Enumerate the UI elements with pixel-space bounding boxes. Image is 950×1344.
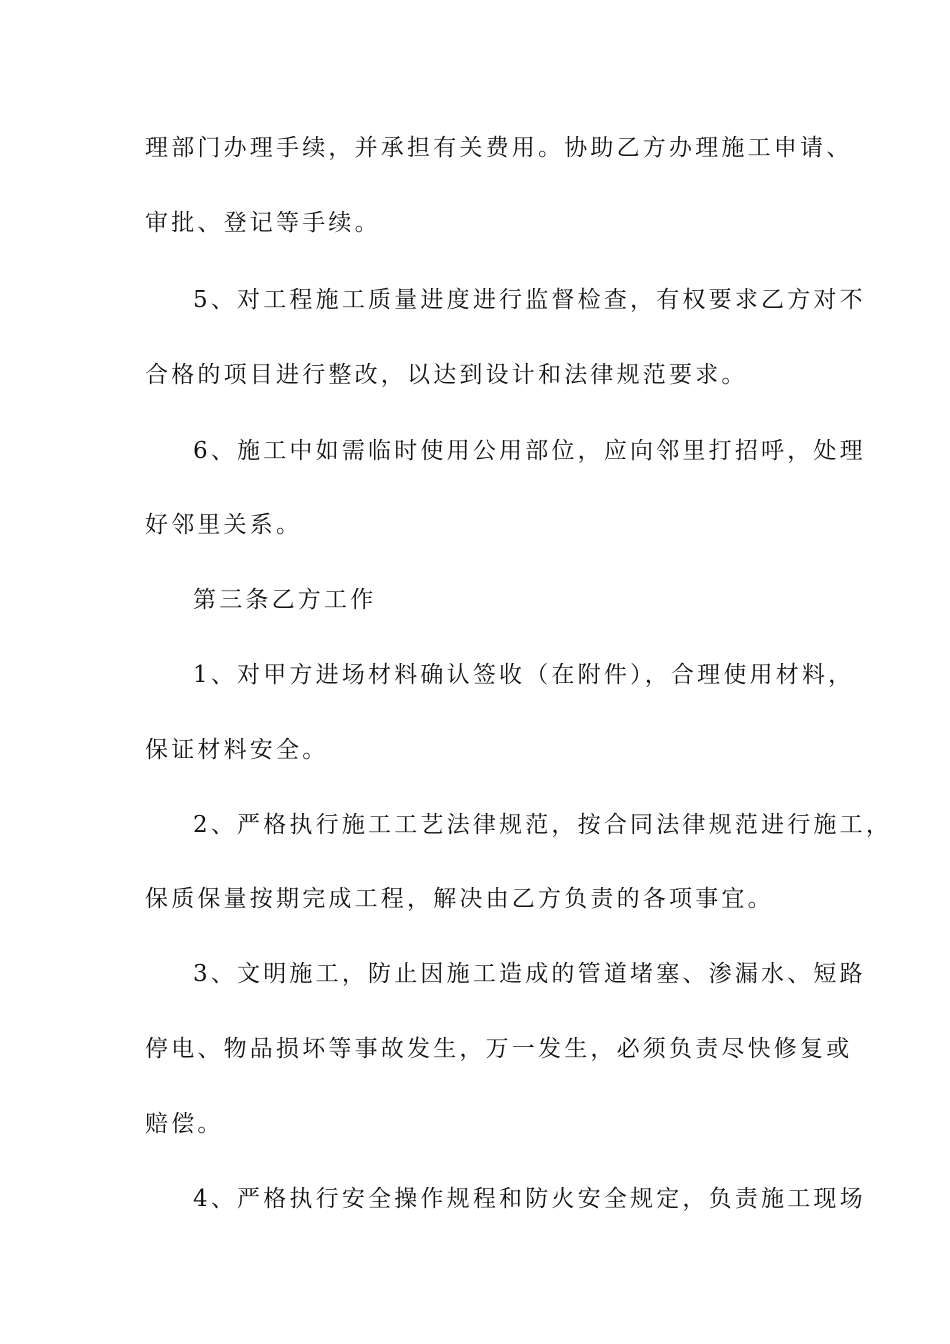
section-heading: 第三条乙方工作 xyxy=(193,587,377,613)
clause-2-line-2: 保质保量按期完成工程，解决由乙方负责的各项事宜。 xyxy=(145,886,774,912)
clause-6-line-1: 6、施工中如需临时使用公用部位，应向邻里打招呼，处理 xyxy=(193,438,866,464)
clause-5-line-1: 5、对工程施工质量进度进行监督检查，有权要求乙方对不 xyxy=(193,287,866,313)
clause-4-line-1: 4、严格执行安全操作规程和防火安全规定，负责施工现场 xyxy=(193,1186,866,1212)
clause-5-line-2: 合格的项目进行整改，以达到设计和法律规范要求。 xyxy=(145,362,748,388)
clause-6-line-2: 好邻里关系。 xyxy=(145,512,303,538)
clause-1-line-1: 1、对甲方进场材料确认签收（在附件），合理使用材料， xyxy=(193,662,855,688)
clause-3-line-1: 3、文明施工，防止因施工造成的管道堵塞、渗漏水、短路 xyxy=(193,961,866,987)
paragraph-line: 理部门办理手续，并承担有关费用。协助乙方办理施工申请、 xyxy=(145,135,853,161)
clause-3-line-3: 赔偿。 xyxy=(145,1111,224,1137)
clause-1-line-2: 保证材料安全。 xyxy=(145,737,329,763)
paragraph-line: 审批、登记等手续。 xyxy=(145,210,381,236)
clause-2-line-1: 2、严格执行施工工艺法律规范，按合同法律规范进行施工， xyxy=(193,812,893,838)
clause-3-line-2: 停电、物品损坏等事故发生，万一发生，必须负责尽快修复或 xyxy=(145,1036,853,1062)
